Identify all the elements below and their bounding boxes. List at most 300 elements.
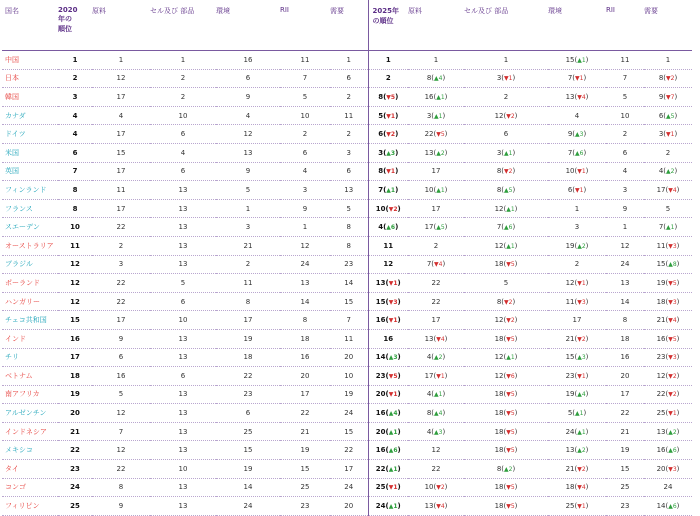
cells-parts-2020: 2 [180, 92, 186, 101]
rank-change-badge: (▼5) [503, 427, 518, 436]
rank-change-badge: (▼4) [433, 502, 448, 511]
country-name: タイ [5, 464, 19, 473]
demand-2020: 6 [346, 167, 351, 176]
demand-2025: 18(▼3) [656, 297, 680, 306]
rank-2025: 16(▲4) [368, 404, 408, 423]
environment-2020: 24 [243, 502, 253, 511]
rank-2020: 12 [70, 278, 80, 287]
rank-2020: 8 [72, 185, 78, 194]
cells-parts-2025: 12(▼2) [494, 316, 518, 325]
rii-2020: 18 [300, 334, 310, 343]
materials-2025: 8(▲4) [426, 409, 446, 418]
country-name: フランス [5, 204, 33, 213]
country-name: 南アフリカ [5, 390, 40, 399]
table-body [2, 51, 692, 516]
country-name: カナダ [5, 111, 26, 120]
rank-change-badge: (▼2) [574, 334, 589, 343]
rank-change-badge: (▲2) [431, 353, 446, 362]
cells-parts-2020: 10 [178, 111, 188, 120]
rii-2025: 5 [622, 92, 628, 101]
country-name: メキシコ [5, 446, 33, 455]
materials-2025: 13(▼4) [424, 502, 448, 511]
demand-2025: 11(▼3) [656, 241, 680, 250]
rii-2025: 25 [620, 483, 630, 492]
rank-change-badge: (▲1) [385, 502, 401, 511]
country-name: フィリピン [5, 502, 40, 511]
rank-change-badge: (▼3) [574, 297, 589, 306]
demand-2020: 2 [346, 130, 351, 139]
materials-2020: 5 [118, 390, 124, 399]
rii-2025: 13 [620, 278, 630, 287]
rii-2020: 5 [302, 92, 308, 101]
rank-change-badge: (▼4) [431, 260, 446, 269]
materials-2025: 17(▲5) [424, 223, 448, 232]
rank-change-badge: (▼5) [503, 502, 518, 511]
cells-parts-2020: 13 [178, 260, 188, 269]
environment-2020: 19 [243, 334, 253, 343]
materials-2025: 17 [431, 316, 441, 325]
country-name: ベトナム [5, 371, 33, 380]
table-row [2, 199, 692, 218]
materials-2025: 22 [431, 464, 441, 473]
rii-2020: 4 [302, 167, 308, 176]
rii-2020: 8 [302, 316, 308, 325]
rank-2025: 25(▼1) [368, 478, 408, 497]
table-row [2, 162, 692, 181]
rank-change-badge: (▼1) [572, 74, 587, 83]
environment-2020: 18 [243, 353, 253, 362]
rank-2025: 11 [368, 236, 408, 255]
table-row [2, 422, 692, 441]
country-name: 米国 [5, 148, 19, 157]
materials-2020: 3 [118, 260, 124, 269]
rank-change-badge: (▼4) [574, 92, 589, 101]
rank-2025: 8(▼5) [368, 88, 408, 107]
rank-change-badge: (▼3) [665, 353, 680, 362]
rank-change-badge: (▼4) [665, 316, 680, 325]
materials-2025: 10(▲1) [424, 185, 448, 194]
cells-parts-2020: 1 [180, 55, 186, 64]
rank-change-badge: (▲1) [503, 204, 518, 213]
rank-2025: 3(▲3) [368, 143, 408, 162]
materials-2020: 15 [116, 148, 126, 157]
demand-2020: 11 [344, 111, 354, 120]
environment-2025: 15(▲3) [565, 353, 589, 362]
rank-change-badge: (▼2) [383, 130, 399, 139]
cells-parts-2025: 18(▼5) [494, 390, 518, 399]
rank-2020: 1 [72, 55, 78, 64]
cells-parts-2025: 8(▲5) [496, 185, 516, 194]
cells-parts-2020: 2 [180, 74, 186, 83]
table-row [2, 404, 692, 423]
rank-change-badge: (▲5) [501, 185, 516, 194]
rank-change-badge: (▼2) [665, 371, 680, 380]
rank-2020: 2 [72, 74, 78, 83]
rank-change-badge: (▼1) [385, 316, 401, 325]
environment-2020: 6 [245, 409, 251, 418]
rii-2020: 13 [300, 278, 310, 287]
environment-2020: 23 [243, 390, 253, 399]
country-name: オーストラリア [5, 241, 54, 250]
rii-2020: 17 [300, 390, 310, 399]
materials-2025: 1 [433, 55, 439, 64]
materials-2025: 3(▲1) [426, 111, 446, 120]
cells-parts-2020: 13 [178, 390, 188, 399]
materials-2020: 17 [116, 92, 126, 101]
rii-2025: 11 [620, 55, 630, 64]
table-row [2, 181, 692, 200]
cells-parts-2020: 13 [178, 427, 188, 436]
materials-2020: 11 [116, 185, 126, 194]
rii-2025: 20 [620, 371, 630, 380]
rank-change-badge: (▲2) [663, 167, 678, 176]
cells-parts-2025: 12(▼6) [494, 371, 518, 380]
rank-change-badge: (▼5) [503, 483, 518, 492]
header-country: 国名 [5, 7, 19, 15]
demand-2025: 21(▼4) [656, 316, 680, 325]
rank-change-badge: (▲1) [433, 185, 448, 194]
environment-2020: 1 [245, 204, 251, 213]
table-row [2, 106, 692, 125]
materials-2020: 22 [116, 278, 126, 287]
rank-2020: 18 [70, 371, 80, 380]
rank-change-badge: (▲5) [433, 223, 448, 232]
table-row [2, 255, 692, 274]
environment-2020: 13 [243, 148, 253, 157]
environment-2025: 13(▼4) [565, 92, 589, 101]
rank-change-badge: (▲1) [572, 409, 587, 418]
demand-2025: 4(▲2) [658, 167, 678, 176]
header-materials-2025: 原料 [408, 7, 422, 15]
rank-2025: 5(▼1) [368, 106, 408, 125]
rank-change-badge: (▼1) [383, 167, 399, 176]
cells-parts-2020: 13 [178, 446, 188, 455]
table-row [2, 460, 692, 479]
cells-parts-2025: 8(▼2) [496, 167, 516, 176]
header-cells-parts-2025: セル及び 部品 [464, 7, 509, 15]
cells-parts-2025: 6 [503, 130, 509, 139]
table-row [2, 329, 692, 348]
country-name: インド [5, 334, 26, 343]
header-rii-2025: RII [606, 6, 615, 14]
rank-change-badge: (▲2) [665, 427, 680, 436]
rank-change-badge: (▼1) [663, 130, 678, 139]
cells-parts-2020: 13 [178, 334, 188, 343]
rank-change-badge: (▼3) [665, 464, 680, 473]
materials-2025: 17 [431, 204, 441, 213]
rank-change-badge: (▲2) [433, 148, 448, 157]
environment-2025: 1 [574, 204, 580, 213]
rii-2020: 20 [300, 371, 310, 380]
table-row [2, 367, 692, 386]
rank-change-badge: (▲1) [433, 92, 448, 101]
rank-change-badge: (▼1) [385, 278, 401, 287]
rii-2020: 19 [300, 446, 310, 455]
demand-2020: 10 [344, 371, 354, 380]
rank-change-badge: (▼1) [385, 390, 401, 399]
rii-2025: 15 [620, 464, 630, 473]
environment-2020: 19 [243, 464, 253, 473]
rank-2020: 16 [70, 334, 80, 343]
rank-2020: 15 [70, 316, 80, 325]
rii-2025: 12 [620, 241, 630, 250]
environment-2020: 8 [245, 297, 251, 306]
rii-2025: 17 [620, 390, 630, 399]
environment-2020: 3 [245, 223, 251, 232]
rii-2020: 1 [302, 223, 308, 232]
cells-parts-2025: 3(▼1) [496, 74, 516, 83]
rank-change-badge: (▲6) [385, 446, 401, 455]
environment-2025: 21(▼2) [565, 464, 589, 473]
materials-2020: 8 [118, 483, 124, 492]
table-row [2, 385, 692, 404]
rank-change-badge: (▲8) [665, 260, 680, 269]
rank-2025: 13(▼1) [368, 274, 408, 293]
materials-2020: 7 [118, 427, 124, 436]
rank-change-badge: (▲1) [501, 148, 516, 157]
environment-2020: 9 [245, 167, 251, 176]
demand-2025: 2 [665, 148, 671, 157]
rank-2025: 24(▲1) [368, 497, 408, 516]
demand-2020: 19 [344, 390, 354, 399]
cells-parts-2025: 18(▼5) [494, 409, 518, 418]
demand-2020: 22 [344, 446, 354, 455]
materials-2025: 7(▼4) [426, 260, 446, 269]
materials-2020: 17 [116, 130, 126, 139]
rii-2020: 16 [300, 353, 310, 362]
demand-2020: 2 [346, 92, 351, 101]
rank-2025: 15(▼3) [368, 292, 408, 311]
demand-2020: 6 [346, 74, 351, 83]
environment-2020: 25 [243, 427, 253, 436]
demand-2025: 25(▼1) [656, 409, 680, 418]
rank-2020: 23 [70, 464, 80, 473]
cells-parts-2020: 4 [180, 148, 186, 157]
cells-parts-2020: 5 [180, 278, 186, 287]
country-name: ブラジル [5, 260, 33, 269]
cells-parts-2025: 12(▲1) [494, 353, 518, 362]
rank-change-badge: (▲4) [385, 409, 401, 418]
rank-2020: 4 [72, 130, 78, 139]
rank-2020: 3 [72, 92, 78, 101]
rank-2025: 4(▲6) [368, 218, 408, 237]
rank-2020: 20 [70, 409, 80, 418]
demand-2020: 15 [344, 427, 354, 436]
demand-2020: 15 [344, 297, 354, 306]
rank-change-badge: (▲1) [431, 111, 446, 120]
rank-change-badge: (▼5) [503, 390, 518, 399]
country-name: スエーデン [5, 223, 40, 232]
cells-parts-2020: 10 [178, 464, 188, 473]
table-row [2, 348, 692, 367]
country-name: チリ [5, 353, 19, 362]
environment-2025: 7(▲6) [567, 148, 587, 157]
rank-2020: 6 [72, 148, 78, 157]
rank-2020: 12 [70, 297, 80, 306]
environment-2025: 11(▼3) [565, 297, 589, 306]
rii-2025: 3 [622, 185, 628, 194]
demand-2020: 24 [344, 483, 354, 492]
cells-parts-2020: 13 [178, 185, 188, 194]
rank-change-badge: (▲6) [665, 502, 680, 511]
rank-change-badge: (▲6) [572, 148, 587, 157]
rii-2025: 21 [620, 427, 630, 436]
demand-2020: 20 [344, 502, 354, 511]
rank-change-badge: (▼2) [663, 74, 678, 83]
rii-2020: 9 [302, 204, 308, 213]
demand-2025: 19(▼5) [656, 278, 680, 287]
cells-parts-2020: 13 [178, 409, 188, 418]
rii-2025: 18 [620, 334, 630, 343]
materials-2025: 13(▼4) [424, 334, 448, 343]
materials-2020: 22 [116, 297, 126, 306]
environment-2020: 5 [245, 185, 251, 194]
materials-2020: 9 [118, 502, 124, 511]
rank-change-badge: (▲6) [665, 446, 680, 455]
cells-parts-2020: 13 [178, 223, 188, 232]
cells-parts-2020: 6 [180, 130, 186, 139]
table-row [2, 125, 692, 144]
demand-2025: 8(▼2) [658, 74, 678, 83]
rank-change-badge: (▼5) [503, 334, 518, 343]
rank-change-badge: (▼7) [663, 92, 678, 101]
environment-2025: 6(▼1) [567, 185, 587, 194]
environment-2025: 7(▼1) [567, 74, 587, 83]
country-name: ポーランド [5, 278, 40, 287]
demand-2020: 8 [346, 241, 351, 250]
rank-2020: 22 [70, 446, 80, 455]
rank-change-badge: (▼2) [501, 167, 516, 176]
cells-parts-2020: 13 [178, 502, 188, 511]
demand-2025: 24 [663, 483, 673, 492]
rank-change-badge: (▼1) [572, 185, 587, 194]
materials-2025: 13(▲2) [424, 148, 448, 157]
materials-2025: 4(▲2) [426, 353, 446, 362]
rank-change-badge: (▼1) [574, 278, 589, 287]
demand-2025: 13(▲2) [656, 427, 680, 436]
rank-change-badge: (▼1) [433, 371, 448, 380]
demand-2025: 5 [665, 204, 671, 213]
country-name: チェコ共和国 [5, 316, 47, 325]
rank-2020: 11 [70, 241, 80, 250]
table-row [2, 441, 692, 460]
cells-parts-2025: 18(▼5) [494, 260, 518, 269]
demand-2020: 8 [346, 223, 351, 232]
environment-2020: 6 [245, 74, 251, 83]
header-rank-2025: 2025年 の順位 [368, 0, 408, 51]
materials-2020: 4 [118, 111, 124, 120]
materials-2025: 17 [431, 167, 441, 176]
environment-2020: 22 [243, 371, 253, 380]
rii-2020: 10 [300, 111, 310, 120]
rank-change-badge: (▲6) [501, 223, 516, 232]
rank-change-badge: (▼5) [503, 446, 518, 455]
rank-change-badge: (▲3) [574, 353, 589, 362]
environment-2025: 21(▼2) [565, 334, 589, 343]
rank-2025: 20(▼1) [368, 385, 408, 404]
cells-parts-2025: 1 [503, 55, 509, 64]
rank-2025: 16(▼1) [368, 311, 408, 330]
cells-parts-2025: 8(▼2) [496, 297, 516, 306]
rank-2020: 21 [70, 427, 80, 436]
demand-2020: 13 [344, 185, 354, 194]
rii-2025: 4 [622, 167, 628, 176]
rank-change-badge: (▲1) [383, 185, 399, 194]
rank-change-badge: (▲1) [574, 427, 589, 436]
rank-change-badge: (▼5) [665, 334, 680, 343]
cells-parts-2025: 8(▲2) [496, 464, 516, 473]
rii-2020: 14 [300, 297, 310, 306]
rank-2025: 14(▲3) [368, 348, 408, 367]
rank-change-badge: (▼5) [385, 371, 401, 380]
rank-change-badge: (▼2) [574, 464, 589, 473]
rii-2025: 1 [622, 223, 628, 232]
rii-2020: 11 [300, 55, 310, 64]
demand-2020: 5 [346, 204, 351, 213]
rii-2020: 15 [300, 464, 310, 473]
country-name: ドイツ [5, 130, 26, 139]
materials-2020: 2 [118, 241, 124, 250]
rank-2020: 17 [70, 353, 80, 362]
demand-2025: 12(▼2) [656, 371, 680, 380]
country-name: ハンガリー [5, 297, 40, 306]
rank-change-badge: (▼6) [503, 371, 518, 380]
country-name: 日本 [5, 74, 19, 83]
demand-2025: 9(▼7) [658, 92, 678, 101]
demand-2025: 23(▼3) [656, 353, 680, 362]
materials-2025: 22 [431, 297, 441, 306]
rank-2025: 1 [368, 51, 408, 70]
rank-change-badge: (▼1) [385, 483, 401, 492]
rii-2025: 6 [622, 148, 628, 157]
rank-change-badge: (▲5) [663, 111, 678, 120]
demand-2025: 22(▼2) [656, 390, 680, 399]
cells-parts-2025: 18(▼5) [494, 334, 518, 343]
rii-2020: 22 [300, 409, 310, 418]
rank-2020: 12 [70, 260, 80, 269]
cells-parts-2020: 13 [178, 204, 188, 213]
cells-parts-2020: 6 [180, 297, 186, 306]
country-name: 英国 [5, 167, 19, 176]
demand-2020: 1 [346, 55, 351, 64]
table-row [2, 497, 692, 516]
rank-2025: 16(▲6) [368, 441, 408, 460]
table-row [2, 292, 692, 311]
rank-2025: 2 [368, 69, 408, 88]
rank-change-badge: (▼5) [383, 92, 399, 101]
environment-2020: 2 [245, 260, 251, 269]
environment-2020: 11 [243, 278, 253, 287]
materials-2025: 10(▼2) [424, 483, 448, 492]
rank-change-badge: (▼1) [574, 167, 589, 176]
demand-2025: 14(▲6) [656, 502, 680, 511]
materials-2020: 1 [118, 55, 124, 64]
cells-parts-2025: 12(▲1) [494, 204, 518, 213]
rank-change-badge: (▲1) [385, 427, 401, 436]
rank-change-badge: (▼2) [665, 390, 680, 399]
materials-2025: 4(▲1) [426, 390, 446, 399]
environment-2020: 17 [243, 316, 253, 325]
rank-change-badge: (▲1) [503, 241, 518, 250]
rank-change-badge: (▼1) [383, 111, 399, 120]
table-row [2, 236, 692, 255]
materials-2020: 16 [116, 371, 126, 380]
environment-2025: 9(▲3) [567, 130, 587, 139]
environment-2020: 15 [243, 446, 253, 455]
cells-parts-2025: 18(▼5) [494, 446, 518, 455]
demand-2025: 3(▼1) [658, 130, 678, 139]
rank-2020: 19 [70, 390, 80, 399]
